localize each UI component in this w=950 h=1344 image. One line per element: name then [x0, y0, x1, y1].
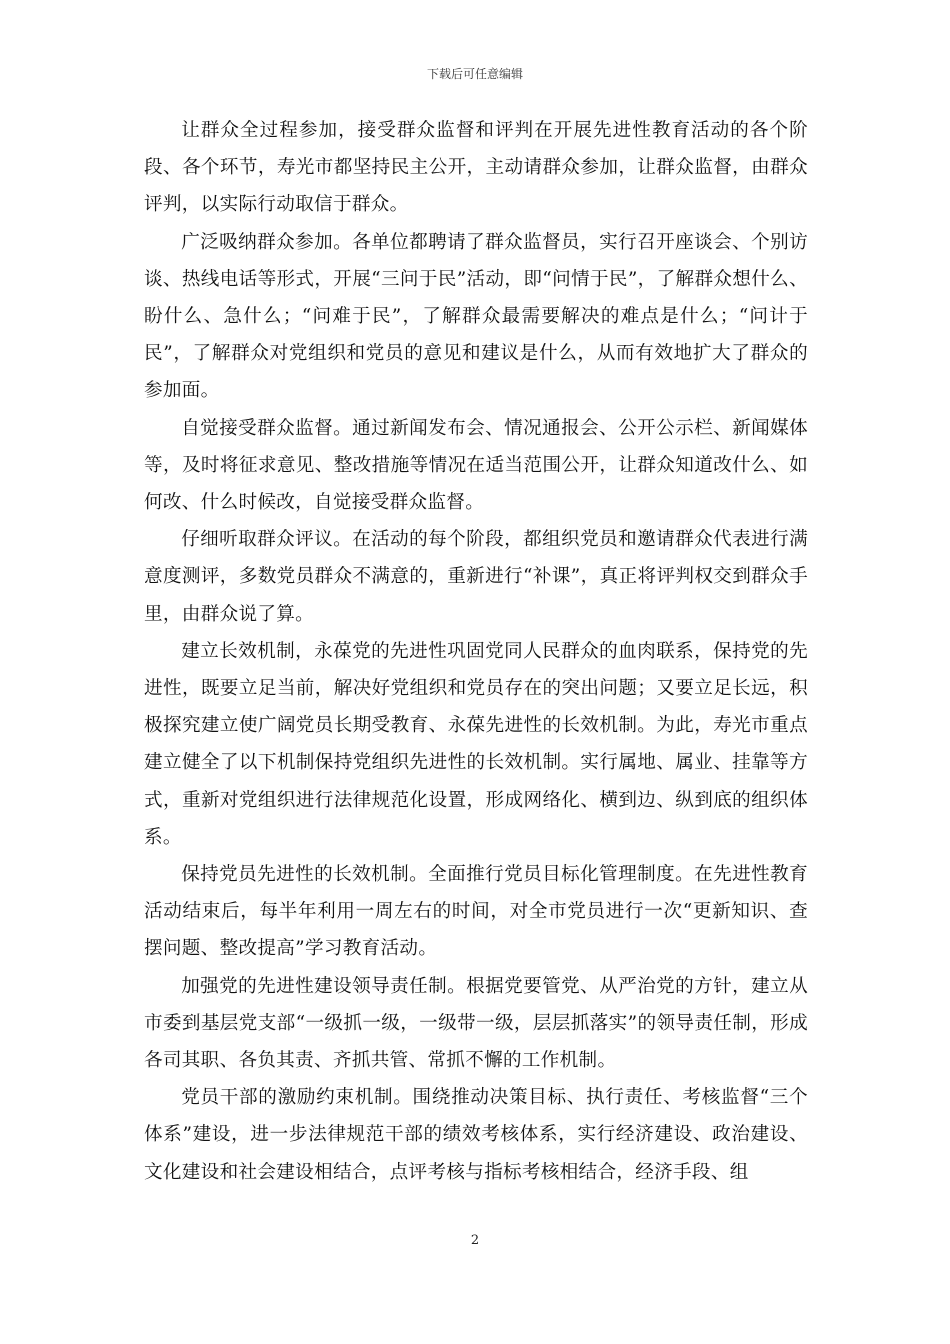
- document-body: [144, 112, 808, 1191]
- paragraph-long-term-mechanism: 建立长效机制，永葆党的先进性巩固党同人民群众的血肉联系，保持党的先进性，既要立足当前，解决好党组织和党员存在的突出问题；又要立足长远，积极探究建立使广阔党员长期受教育、永葆先进性的长效机制。为此，寿光市重点建立健全了以下机制保持党组织先进性的长效机制。实行属地、属业、挂靠等方式，重新对党组织进行法律规范化设置，形成网络化、横到边、纵到底的组织体系。: [144, 640, 808, 848]
- page-number: 2: [470, 1233, 480, 1248]
- paragraph-public-participation: 让群众全过程参加，接受群众监督和评判在开展先进性教育活动的各个阶段、各个环节，寿光市都坚持民主公开，主动请群众参加，让群众监督，由群众评判，以实际行动取信于群众。: [144, 120, 808, 216]
- page-header: 下载后可任意编辑: [426, 67, 523, 81]
- paragraph-member-advancement: 保持党员先进性的长效机制。全面推行党员目标化管理制度。在先进性教育活动结束后，每半年利用一周左右的时间，对全市党员进行一次“更新知识、查摆问题、整改提高”学习教育活动。: [144, 864, 808, 960]
- paragraph-accept-supervision: 自觉接受群众监督。通过新闻发布会、情况通报会、公开公示栏、新闻媒体等，及时将征求意见、整改措施等情况在适当范围公开，让群众知道改什么、如何改、什么时候改，自觉接受群众监督。: [144, 417, 808, 514]
- paragraph-listen-evaluation: 仔细听取群众评议。在活动的每个阶段，都组织党员和邀请群众代表进行满意度测评，多数党员群众不满意的，重新进行“补课”，真正将评判权交到群众手里，由群众说了算。: [144, 529, 808, 625]
- paragraph-broad-participation: 广泛吸纳群众参加。各单位都聘请了群众监督员，实行召开座谈会、个别访谈、热线电话等形式，开展“三问于民”活动，即“问情于民”，了解群众想什么、盼什么、急什么；“问难于民”，了解群众最需要解决的难点是什么；“问计于民”，了解群众对党组织和党员的意见和建议是什么，从而有效地扩大了群众的参加面。: [144, 231, 808, 402]
- paragraph-leadership-responsibility: 加强党的先进性建设领导责任制。根据党要管党、从严治党的方针，建立从市委到基层党支部“一级抓一级，一级带一级，层层抓落实”的领导责任制，形成各司其职、各负其责、齐抓共管、常抓不懈的工作机制。: [144, 975, 808, 1072]
- paragraph-incentive-mechanism: 党员干部的激励约束机制。围绕推动决策目标、执行责任、考核监督“三个体系”建设，进一步法律规范干部的绩效考核体系，实行经济建设、政治建设、文化建设和社会建设相结合，点评考核与指标考核相结合，经济手段、组: [144, 1087, 808, 1183]
